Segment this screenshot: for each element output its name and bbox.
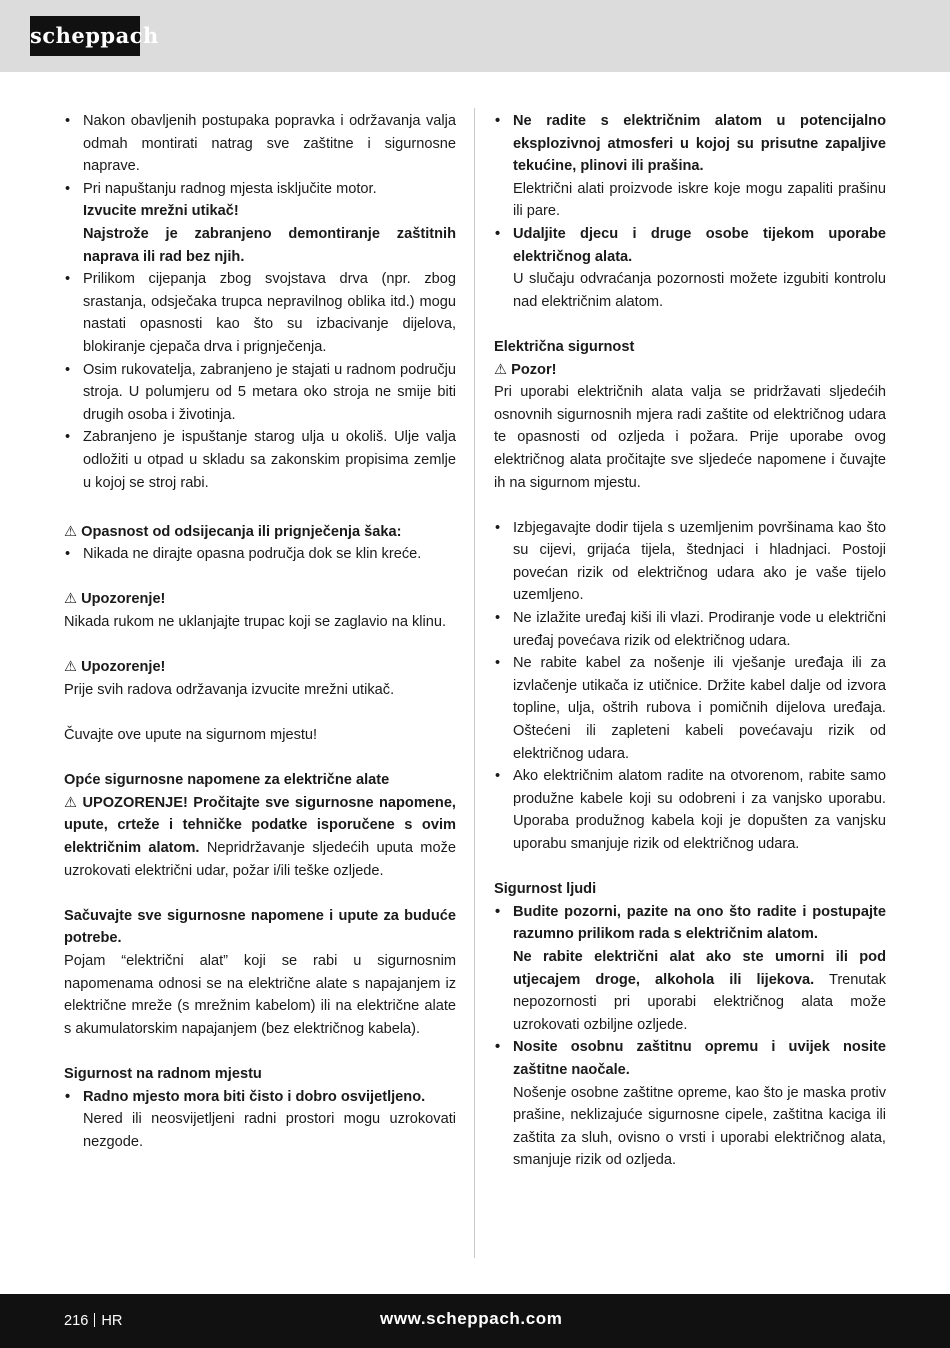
brand-logo: scheppach	[30, 16, 140, 56]
electrical-intro: Pri uporabi električnih alata valja se pridržavati sljedećih osnovnih sigurnosnih mjera radi zaštite od električnog udara te opasnosti od ozljeda i požara. Prije uporabe ovog električnog alata pročitajte sve sljedeće napomene i čuvajte ih na sigurnom mjestu.	[494, 384, 886, 491]
warning-triangle-icon: ⚠	[64, 591, 78, 608]
unplug-note: Izvucite mrežni utikač!	[83, 203, 239, 220]
list-item-detail: Nošenje osobne zaštitne opreme, kao što je maska protiv prašine, neklizajuće sigurnosne cipele, zaštitna kaciga ili zaštita za sluh, ovisno o vrsti i uporabi električnog alata, smanjuje rizik od ozljeda.	[513, 1084, 886, 1169]
right-column	[494, 110, 886, 1172]
warning-triangle-icon: ⚠	[64, 659, 78, 676]
list-item-detail: Nered ili neosvijetljeni radni prostori mogu uzrokovati nezgode.	[83, 1111, 456, 1150]
keep-instructions: Čuvajte ove upute na sigurnom mjestu!	[64, 727, 318, 744]
page-number: 216 HR	[64, 1313, 123, 1329]
warning-text: Nikada rukom ne uklanjajte trupac koji se zaglavio na klinu.	[64, 614, 447, 631]
warning-heading	[64, 656, 456, 679]
list-item: • Prilikom cijepanja zbog svojstava drva (npr. zbog srastanja, odsječaka trupca nepravilnog oblika itd.) mogu nastati opasnosti kao što su izbacivanje dijelova, blokiranje cjepača drva i prignječenja.	[64, 268, 456, 358]
list-item: • Nikada ne dirajte opasna područja dok se klin kreće.	[64, 543, 456, 566]
list-item: • Udaljite djecu i druge osobe tijekom uporabe električnog alata.	[494, 223, 886, 268]
list-item-detail: Električni alati proizvode iskre koje mogu zapaliti prašinu ili pare.	[513, 180, 886, 220]
section-title: Sigurnost ljudi	[494, 881, 597, 898]
list-item-detail: Ne rabite električni alat ako ste umorni ili pod utjecajem droge, alkohola ili lijekova. Trenutak nepozornosti pri uporabi električnog alata može uzrokovati ozbiljne ozljede.	[513, 948, 887, 1033]
separator	[94, 1313, 95, 1327]
list-item: • Osim rukovatelja, zabranjeno je stajati u radnom području stroja. U polumjeru od 5 metara oko stroja ne smije biti drugih osoba i životinja.	[64, 359, 456, 427]
list-item: • Radno mjesto mora biti čisto i dobro osvijetljeno.	[64, 1086, 456, 1109]
warning-heading: ⚠ Pozor!	[494, 361, 557, 378]
list-item: • Ako električnim alatom radite na otvorenom, rabite samo produžne kabele koji su odobreni i za vanjsko uporabu. Uporaba produžnog kabela koji je dopušten za vanjsku uporabu smanjuje rizik od električnog udara.	[494, 765, 886, 855]
list-item: • Nosite osobnu zaštitnu opremu i uvijek nosite zaštitne naočale.	[494, 1036, 886, 1081]
list-item: • Pri napuštanju radnog mjesta isključite motor.	[64, 178, 456, 201]
definition-text: Pojam “električni alat” koji se rabi u sigurnosnim napomenama odnosi se na električne alate s napajanjem iz električne mreže (s mrežnim kabelom) ili na električne alate s akumulatorskim napajanjem (bez električnog kabela).	[64, 952, 456, 1037]
warning-triangle-icon: ⚠	[64, 523, 78, 540]
warning-heading	[64, 588, 456, 611]
list-item: • Ne rabite kabel za nošenje ili vješanje uređaja ili za izvlačenje utikača iz utičnice. Držite kabel dalje od izvora topline, ulja, oštrih rubova i pomičnih dijelova uređaja. Oštećeni ili zapleteni kabeli povećavaju rizik od električnog udara.	[494, 652, 886, 765]
warning-title: Upozorenje!	[81, 659, 166, 676]
section-title: Opće sigurnosne napomene za električne alate	[64, 772, 390, 789]
left-column	[64, 110, 456, 1153]
footer-bar	[0, 1294, 950, 1348]
website-url: www.scheppach.com	[380, 1309, 563, 1328]
list-item: • Budite pozorni, pazite na ono što radite i postupajte razumno prilikom rada s električnim alatom.	[494, 901, 886, 946]
list-item-detail: U slučaju odvraćanja pozornosti možete izgubiti kontrolu nad električnim alatom.	[513, 271, 886, 310]
list-item: • Nakon obavljenih postupaka popravka i održavanja valja odmah montirati natrag sve zaštitne i sigurnosne naprave.	[64, 110, 456, 178]
column-divider	[474, 108, 475, 1258]
list-item: • Izbjegavajte dodir tijela s uzemljenim površinama kao što su cijevi, grijaća tijela, štednjaci i hladnjaci. Postoji povećan rizik od električnog udara ako je vaše tijelo uzemljeno.	[494, 517, 886, 607]
general-warning: ⚠ UPOZORENJE! Pročitajte sve sigurnosne napomene, upute, crteže i tehničke podatke isporučene s ovim električnim alatom. Nepridržavanje sljedećih uputa može uzrokovati električni udar, požar i/ili teške ozljede.	[64, 794, 456, 879]
danger-title: Opasnost od odsijecanja ili prignječenja šaka:	[81, 523, 402, 540]
list-item: • Zabranjeno je ispuštanje starog ulja u okoliš. Ulje valja odložiti u otpad u skladu sa zakonskim propisima zemlje u kojoj se stroj rabi.	[64, 426, 456, 494]
header-bar	[0, 0, 950, 72]
list-item: • Ne izlažite uređaj kiši ili vlazi. Prodiranje vode u električni uređaj povećava rizik od električnog udara.	[494, 607, 886, 652]
section-title: Sigurnost na radnom mjestu	[64, 1065, 262, 1082]
warning-text: Prije svih radova održavanja izvucite mrežni utikač.	[64, 681, 395, 698]
section-title: Električna sigurnost	[494, 338, 635, 355]
warning-title: Upozorenje!	[81, 591, 166, 608]
save-instructions: Sačuvajte sve sigurnosne napomene i upute za buduće potrebe.	[64, 907, 456, 947]
list-item: • Ne radite s električnim alatom u potencijalno eksplozivnoj atmosferi u kojoj su prisutne zapaljive tekućine, plinovi ili prašina.	[494, 110, 886, 178]
guard-removal-note: Najstrože je zabranjeno demontiranje zaštitnih naprava ili rad bez njih.	[83, 225, 456, 265]
danger-heading	[64, 521, 456, 544]
warning-triangle-icon: ⚠	[64, 794, 79, 811]
warning-triangle-icon: ⚠	[494, 361, 508, 378]
